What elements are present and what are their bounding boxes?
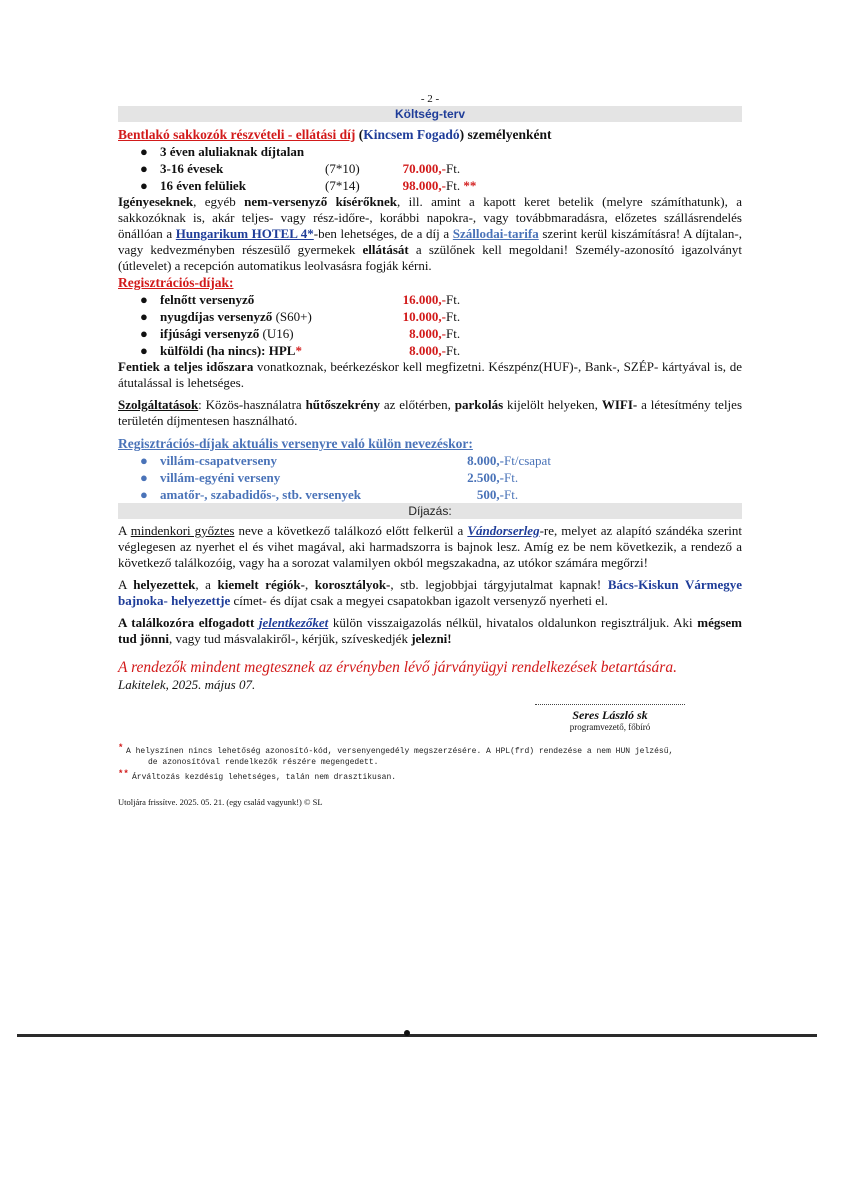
list-item: ● nyugdíjas versenyző (S60+) 10.000,- Ft.	[140, 309, 461, 324]
footnote: ** Árváltozás kezdésig lehetséges, talán nem drasztikusan.	[118, 769, 397, 782]
trophy-link[interactable]: Vándorserleg	[467, 523, 540, 538]
divider-dot	[404, 1030, 410, 1036]
registration-fee-list	[118, 291, 742, 359]
signer-role: programvezető, főbíró	[569, 722, 651, 732]
list-item: ● villám-csapatverseny 8.000,- Ft/csapat	[140, 453, 551, 468]
signer-name: Seres László sk	[572, 708, 648, 722]
hotel-tariff-link[interactable]: Szállodai-tarifa	[452, 226, 539, 241]
footnote: * A helyszínen nincs lehetőség azonosító-kód, versenyengedély megszerzésére. A HPL(frd) rendezése a nem HUN jelzésű, de azonosítóval rendelkezők részére megengedett.	[118, 743, 674, 767]
boarding-fee-list	[118, 143, 742, 194]
cost-plan-header: Költség-terv	[118, 106, 742, 122]
list-item: ● 3 éven aluliaknak díjtalan	[140, 144, 305, 159]
signature-block	[535, 704, 685, 733]
winner-paragraph: A mindenkori győztes neve a következő találkozó előtt felkerül a Vándorserleg-re, melyet az alapító szándéka szerint véglegesen az nyerhet el és vihet magával, aki harmadszorra is bajnok lesz. Amíg ez be nem következik, a rendező a következő találkozóig, vagy ha a sorozat valamilyen okból megszakadna, az utókor számára megőrzi!	[118, 523, 742, 570]
footnotes	[118, 743, 788, 783]
bullet-icon: ●	[140, 309, 148, 324]
list-item: ● amatőr-, szabadidős-, stb. versenyek 500,- Ft.	[140, 487, 519, 502]
companions-paragraph: Igényeseknek, egyéb nem-versenyző kísérőknek, ill. amint a kapott keret betelik (melyre számíthatunk), a sakkozóknak is, akár teljes- vagy rész-időre-, korábbi napokra-, vagy továbbmaradásra, előzetes szállásrendelés önállóan a Hungarikum HOTEL 4*-ben lehetséges, de a díj a Szállodai-tarifa szerint kerül kiszámításra! A díjtalan-, vagy kedvezményben részesülő gyermekek ellátását a szülőnek kell megoldani! Személy-azonosító igazolványt (útlevelet) a recepción automatikus leolvasásra fogják kérni.	[118, 194, 743, 273]
event-fee-list	[118, 452, 742, 503]
page-number: - 2 -	[420, 93, 440, 105]
bullet-icon: ●	[140, 343, 148, 358]
bullet-icon: ●	[140, 161, 148, 176]
bullet-icon: ●	[140, 178, 148, 193]
list-item: ● villám-egyéni verseny 2.500,- Ft.	[140, 470, 519, 485]
list-item: ● felnőtt versenyző 16.000,- Ft.	[140, 292, 461, 307]
pandemic-notice: A rendezők mindent megtesznek az érvényben lévő járványügyi rendelkezések betartására.	[118, 659, 677, 676]
applicants-link[interactable]: jelentkezőket	[258, 615, 329, 630]
registration-fees-title: Regisztrációs-díjak:	[118, 275, 234, 290]
bullet-icon: ●	[140, 144, 148, 159]
services-paragraph: Szolgáltatások: Közös-használatra hűtőszekrény az előtérben, parkolás kijelölt helyeken, WIFI- a létesítmény teljes területén díjmentesen használható.	[118, 397, 742, 428]
page-divider	[17, 1034, 817, 1037]
document-page	[118, 92, 743, 807]
list-item: ● ifjúsági versenyző (U16) 8.000,- Ft.	[140, 326, 461, 341]
bullet-icon: ●	[140, 453, 148, 468]
list-item: ● külföldi (ha nincs): HPL* 8.000,- Ft.	[140, 343, 461, 358]
event-fees-title: Regisztrációs-díjak aktuális versenyre való külön nevezéskor:	[118, 436, 473, 451]
registration-notice-paragraph: A találkozóra elfogadott jelentkezőket külön visszaigazolás nélkül, hivatalos oldalunkon regisztráljuk. Aki mégsem tud jönni, vagy tud másvalakiről-, kérjük, szíveskedjék jelezni!	[118, 615, 743, 646]
place-and-date: Lakitelek, 2025. május 07.	[118, 677, 256, 692]
bullet-icon: ●	[140, 470, 148, 485]
list-item: ● 3-16 évesek (7*10) 70.000,- Ft.	[140, 161, 461, 176]
kincsem-inn-name: Kincsem Fogadó	[363, 127, 460, 142]
bullet-icon: ●	[140, 487, 148, 502]
hungarikum-hotel-link[interactable]: Hungarikum HOTEL 4*	[175, 226, 314, 241]
payment-paragraph: Fentiek a teljes időszara vonatkoznak, beérkezéskor kell megfizetni. Készpénz(HUF)-, Bank-, SZÉP- kártyával is, de átutalással is lehetséges.	[118, 359, 742, 390]
bullet-icon: ●	[140, 326, 148, 341]
boarding-fee-title: Bentlakó sakkozók részvételi - ellátási díj (Kincsem Fogadó) személyenként	[118, 127, 552, 142]
last-updated: Utoljára frissítve. 2025. 05. 21. (egy család vagyunk!) © SL	[118, 797, 323, 807]
bullet-icon: ●	[140, 292, 148, 307]
placement-paragraph: A helyezettek, a kiemelt régiók-, korosztályok-, stb. legjobbjai tárgyjutalmat kapnak! Bács-Kiskun Vármegye bajnoka- helyezettje címet- és díjat csak a megyei csapatokban igazolt versenyző nyerheti el.	[118, 577, 743, 608]
boarding-fee-title-text: Bentlakó sakkozók részvételi - ellátási díj	[118, 127, 356, 142]
prizes-header: Díjazás:	[118, 503, 742, 519]
list-item: ● 16 éven felüliek (7*14) 98.000,- Ft. **	[140, 178, 477, 193]
